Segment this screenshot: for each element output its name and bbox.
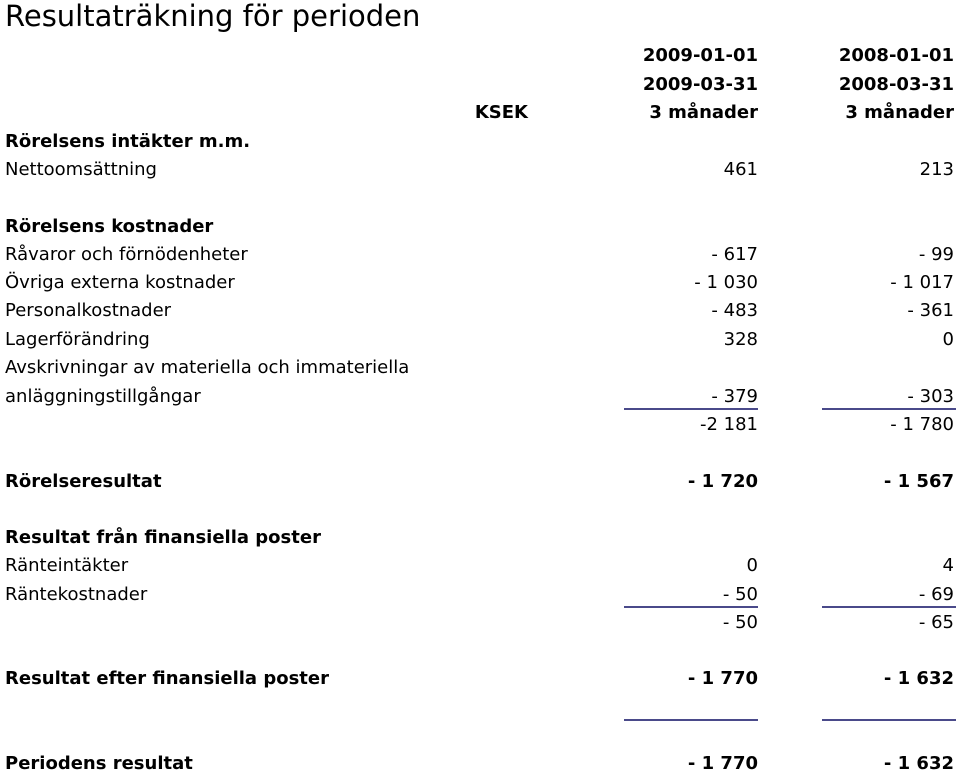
sum-rule — [822, 606, 956, 608]
page-title: Resultaträkning för perioden — [5, 0, 421, 33]
table-row-kostnader-subtotal: -2 181 - 1 780 — [699, 414, 954, 435]
col2-period: 3 månader — [845, 102, 954, 123]
col1-to-date: 2009-03-31 — [642, 74, 758, 95]
table-row-efter-finansiella: Resultat efter finansiella poster - 1 770 - 1 632 — [5, 668, 954, 689]
table-row-personal: Personalkostnader - 483 - 361 — [5, 300, 954, 321]
table-row-finansiella-subtotal: - 50 - 65 — [722, 612, 954, 633]
table-row-ravaror: Råvaror och förnödenheter - 617 - 99 — [5, 244, 954, 265]
table-row-avskrivningar-line1: Avskrivningar av materiella och immateriella — [5, 357, 410, 378]
col1-period: 3 månader — [649, 102, 758, 123]
header-row-from — [0, 43, 960, 69]
col2-to-date: 2008-03-31 — [838, 74, 954, 95]
col1-from-date: 2009-01-01 — [642, 45, 758, 66]
col2-from-date: 2008-01-01 — [838, 45, 954, 66]
header-row-period — [0, 100, 960, 126]
section-heading-kostnader: Rörelsens kostnader — [5, 216, 214, 237]
table-row-rorelseresultat: Rörelseresultat - 1 720 - 1 567 — [5, 471, 954, 492]
sum-rule — [624, 719, 758, 721]
header-row-to — [0, 72, 960, 98]
section-heading-finansiella: Resultat från finansiella poster — [5, 527, 321, 548]
table-row-avskrivningar: anläggningstillgångar - 379 - 303 — [5, 386, 954, 407]
sum-rule — [624, 408, 758, 410]
section-heading-intakter: Rörelsens intäkter m.m. — [5, 131, 251, 152]
sum-rule — [822, 408, 956, 410]
sum-rule — [822, 719, 956, 721]
table-row-ovriga-externa: Övriga externa kostnader - 1 030 - 1 017 — [5, 272, 954, 293]
table-row-nettoomsattning: Nettoomsättning 461 213 — [5, 159, 954, 180]
unit-label: KSEK — [474, 102, 528, 123]
sum-rule — [624, 606, 758, 608]
table-row-periodens-resultat: Periodens resultat - 1 770 - 1 632 — [5, 753, 954, 774]
table-row-lager: Lagerförändring 328 0 — [5, 329, 954, 350]
table-row-rantekostnader: Räntekostnader - 50 - 69 — [5, 584, 954, 605]
table-row-ranteintakter: Ränteintäkter 0 4 — [5, 555, 954, 576]
